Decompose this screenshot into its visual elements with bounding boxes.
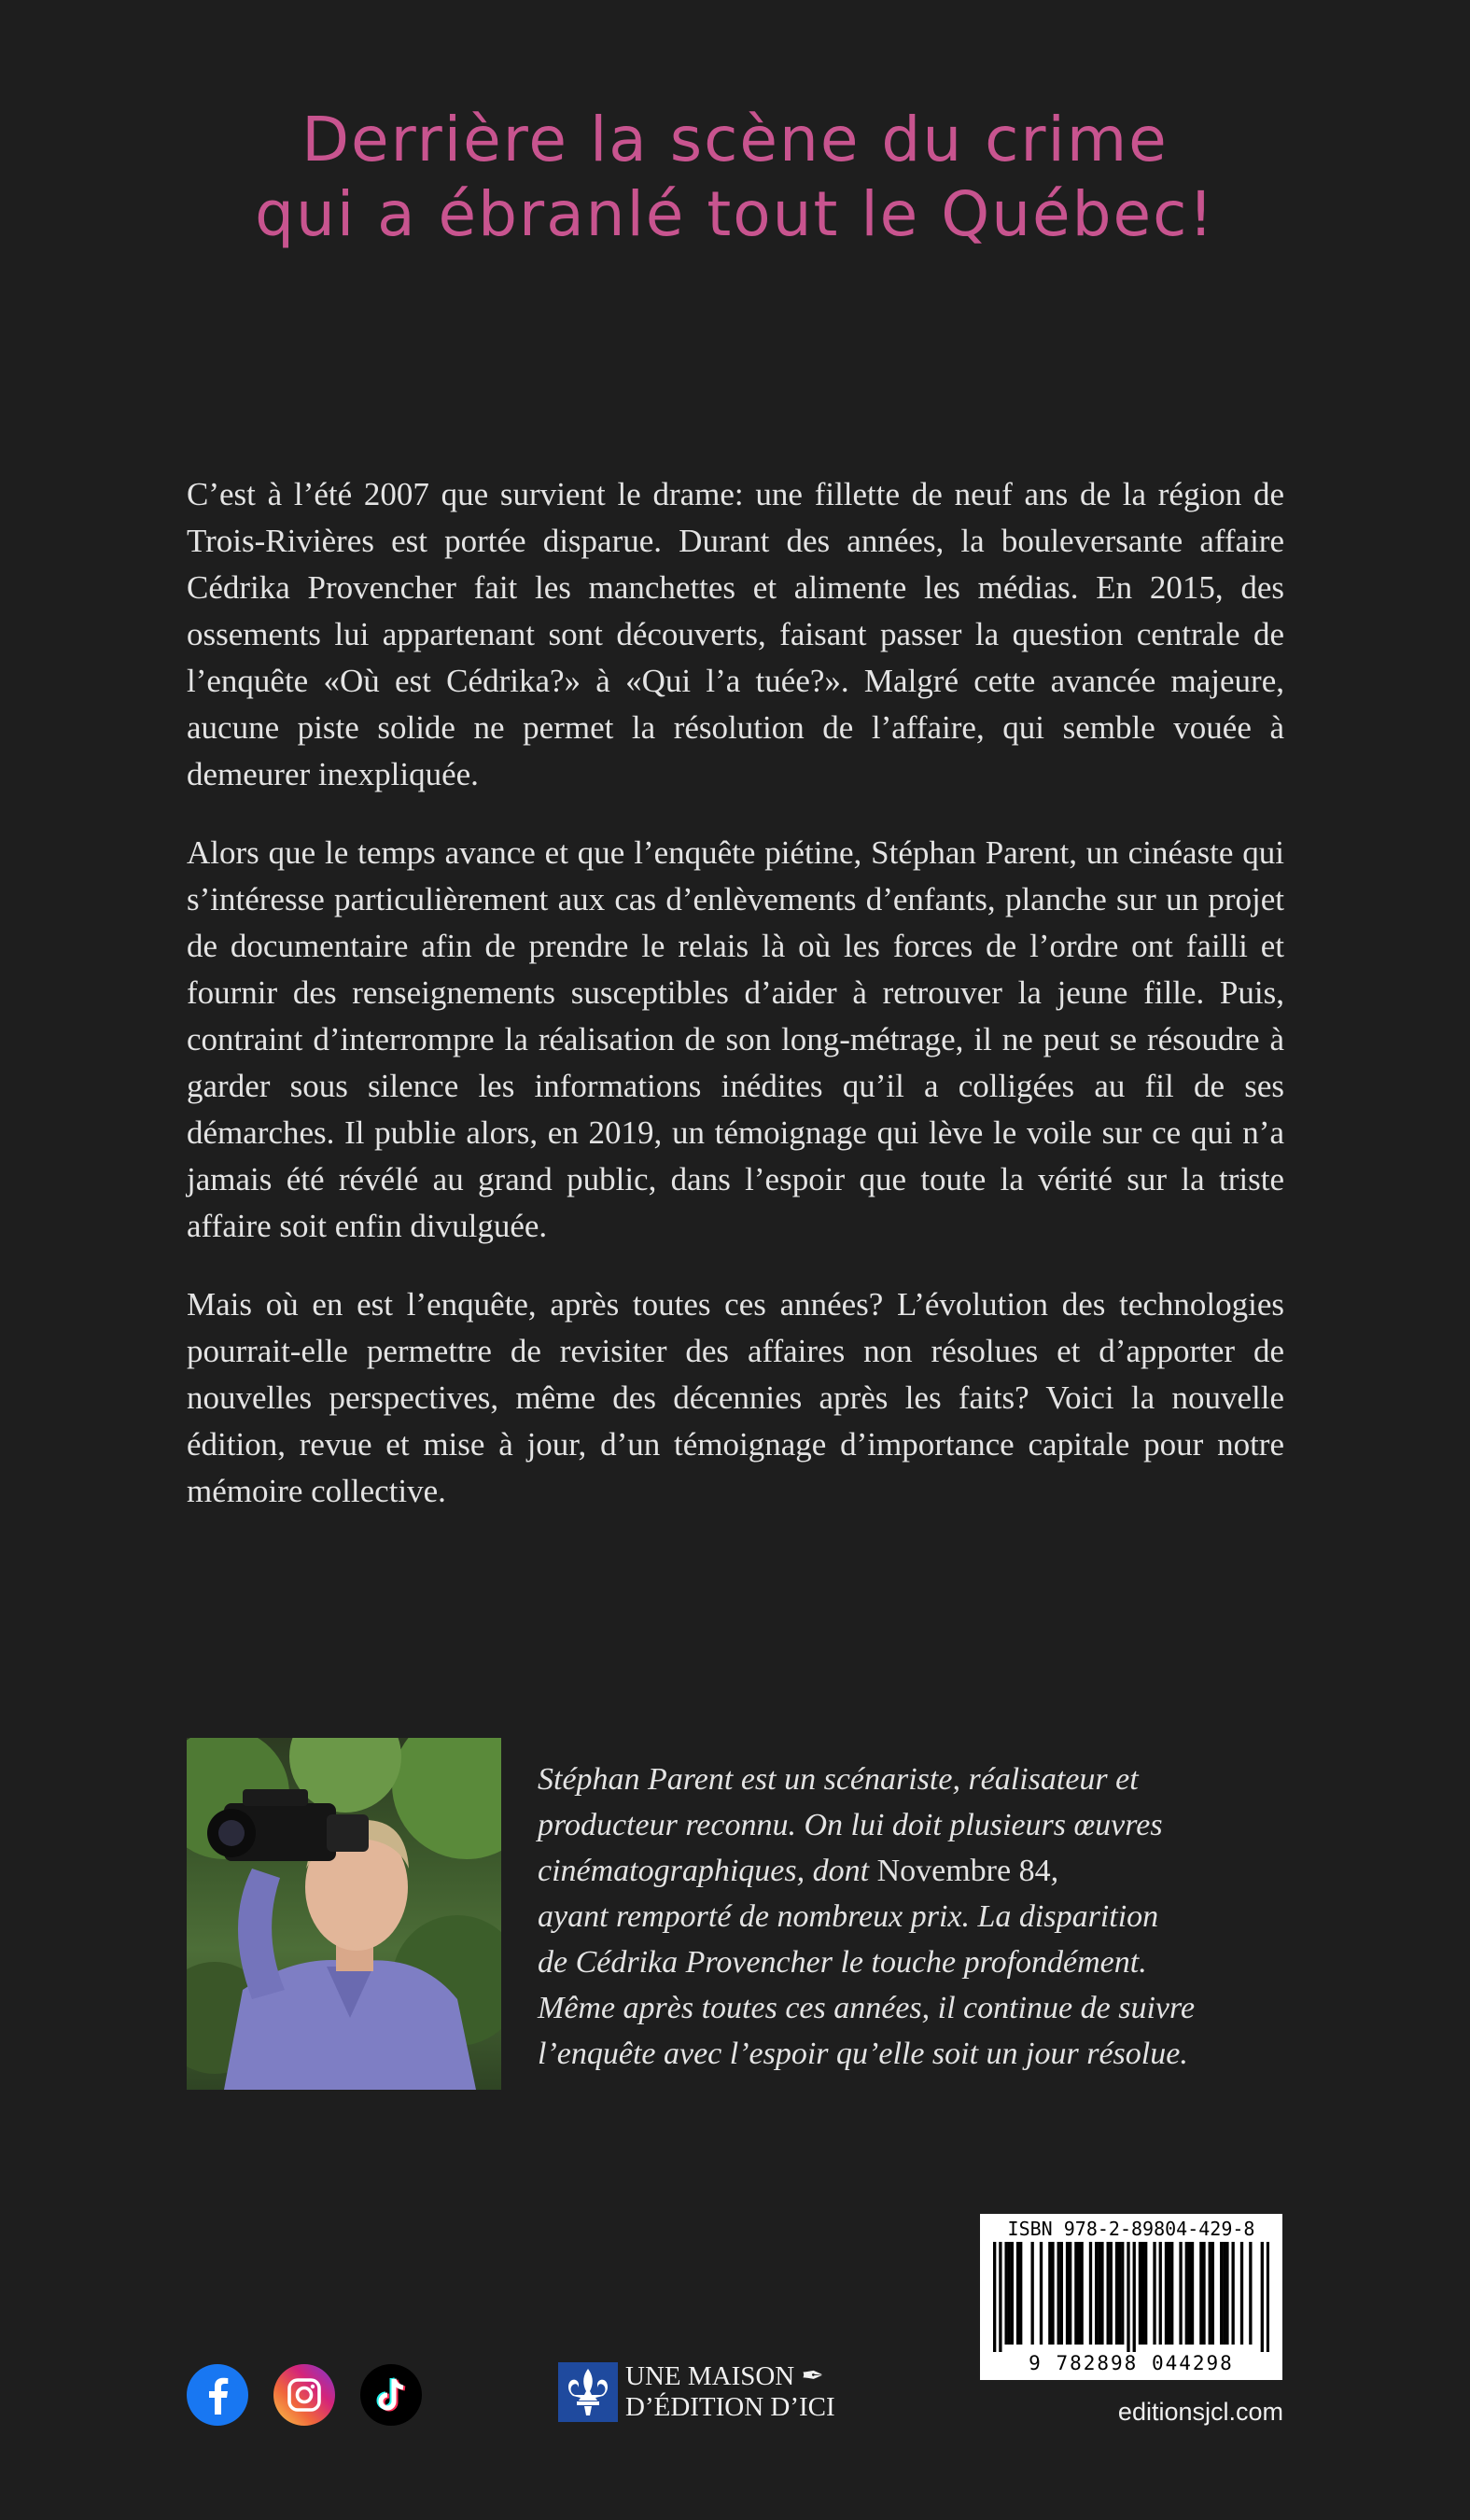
tagline-line-2: qui a ébranlé tout le Québec!: [255, 178, 1215, 250]
barcode-bar: [1115, 2242, 1118, 2345]
bio-line-3-pre: cinématographiques, dont: [538, 1854, 877, 1888]
barcode-bar: [1153, 2242, 1155, 2345]
barcode-bars: [993, 2242, 1269, 2352]
barcode-bar: [1004, 2242, 1007, 2345]
barcode-bar: [1159, 2242, 1162, 2345]
barcode-bar: [1220, 2242, 1223, 2345]
bio-line-3: [538, 1848, 1312, 1894]
barcode-bar: [1240, 2242, 1243, 2345]
barcode-bar: [1179, 2242, 1182, 2345]
barcode-bar: [999, 2242, 1001, 2352]
fleur-de-lis-icon: [558, 2362, 618, 2422]
barcode-bar: [1188, 2242, 1191, 2345]
quill-icon: ✒: [801, 2361, 824, 2391]
barcode-bar: [1110, 2242, 1113, 2345]
barcode-bar: [1074, 2242, 1077, 2345]
synopsis-paragraph-3: Mais où en est l’enquête, après toutes ces années? L’évolution des technologies pourrait-elle permettre de revisiter des affaires non résolues et d’apporter de nouvelles perspectives, même des décennies après les faits? Voici la nouvelle édition, revue et mise à jour, d’un témoignage d’importance capitale pour notre mémoire collective.: [187, 1286, 1284, 1509]
social-links: [187, 2364, 422, 2426]
barcode-bar: [1080, 2242, 1083, 2345]
barcode-bar: [1191, 2242, 1194, 2345]
barcode-bar: [1089, 2242, 1092, 2345]
barcode-bar: [1141, 2242, 1144, 2345]
barcode-bar: [1051, 2242, 1054, 2345]
barcode-bar: [1040, 2242, 1043, 2345]
barcode-bar: [1060, 2242, 1063, 2345]
barcode-bar: [1100, 2242, 1103, 2345]
author-bio: [538, 1757, 1312, 2077]
barcode-bar: [1011, 2242, 1014, 2345]
isbn-digits: 9 782898 044298: [1029, 2352, 1234, 2374]
barcode-bar: [1225, 2242, 1228, 2345]
bio-line-4: ayant remporté de nombreux prix. La disparition: [538, 1899, 1159, 1934]
barcode-bar: [1211, 2242, 1214, 2345]
barcode-bar: [993, 2242, 996, 2352]
barcode-bar: [1168, 2242, 1170, 2345]
barcode-bar: [1118, 2242, 1121, 2345]
synopsis-paragraph-2: Alors que le temps avance et que l’enquête piétine, Stéphan Parent, un cinéaste qui s’intéresse particulièrement aux cas d’enlèvements d’enfants, planche sur un projet de documentaire afin de prendre le relais là où les forces de l’ordre ont failli et fournir des renseignements susceptibles d’aider à retrouver la jeune fille. Puis, contraint d’interrompre la réalisation de son long-métrage, il ne peut se résoudre à garder sous silence les informations inédites qu’il a colligées au fil de ses démarches. Il publie alors, en 2019, un témoignage qui lève le voile sur ce qui n’a jamais été révélé au grand public, dans l’espoir que toute la vérité sur la triste affaire soit enfin divulguée.: [187, 834, 1284, 1244]
barcode-bar: [1107, 2242, 1110, 2345]
barcode-bar: [1209, 2242, 1211, 2345]
isbn-label: ISBN 978-2-89804-429-8: [1007, 2218, 1255, 2240]
publisher-line-1: UNE MAISON ✒: [625, 2361, 824, 2391]
bio-line-7: l’enquête avec l’espoir qu’elle soit un jour résolue.: [538, 2037, 1188, 2071]
publisher-text: [625, 2361, 835, 2423]
barcode-bar: [1048, 2242, 1051, 2345]
barcode-bar: [1202, 2242, 1205, 2345]
barcode-bar: [1165, 2242, 1168, 2345]
bio-line-3-post: ,: [1050, 1854, 1059, 1888]
barcode-bar: [1057, 2242, 1060, 2345]
barcode-bar: [1031, 2242, 1034, 2345]
barcode-bar: [1261, 2242, 1264, 2352]
barcode-bar: [1199, 2242, 1202, 2345]
barcode-bar: [1139, 2242, 1141, 2345]
barcode-bar: [1098, 2242, 1100, 2345]
author-photo: [187, 1738, 501, 2090]
barcode-bar: [1066, 2242, 1069, 2345]
instagram-icon[interactable]: [273, 2364, 335, 2426]
publisher-website-link[interactable]: editionsjcl.com: [1117, 2398, 1283, 2426]
barcode-bar: [1133, 2242, 1136, 2352]
tiktok-icon[interactable]: [360, 2364, 422, 2426]
isbn-barcode: [980, 2214, 1282, 2380]
synopsis-paragraph-1: C’est à l’été 2007 que survient le drame: une fillette de neuf ans de la région de Trois-Rivières est portée disparue. Durant des années, la bouleversante affaire Cédrika Provencher fait les manchettes et alimente les médias. En 2015, des ossements lui appartenant sont découverts, faisant passer la question centrale de l’enquête «Où est Cédrika?» à «Qui l’a tuée?». Malgré cette avancée majeure, aucune piste solide ne permet la résolution de l’affaire, qui semble vouée à demeurer inexpliquée.: [187, 476, 1284, 792]
barcode-bar: [1185, 2242, 1188, 2345]
tagline-line-1: Derrière la scène du crime: [301, 104, 1169, 175]
barcode-bar: [1016, 2242, 1019, 2345]
barcode-bar: [1231, 2242, 1234, 2345]
facebook-icon[interactable]: [187, 2364, 248, 2426]
synopsis: [187, 471, 1284, 1547]
barcode-bar: [1249, 2242, 1252, 2345]
barcode-bar: [1127, 2242, 1129, 2352]
bio-line-6: Même après toutes ces années, il continue de suivre: [538, 1991, 1196, 2025]
barcode-bar: [1069, 2242, 1071, 2345]
publisher-logo: [558, 2361, 835, 2423]
barcode-bar: [1267, 2242, 1269, 2352]
barcode-bar: [1095, 2242, 1098, 2345]
barcode-bar: [1144, 2242, 1147, 2345]
barcode-bar: [1121, 2242, 1124, 2345]
film-title: Novembre 84: [876, 1854, 1051, 1888]
barcode-bar: [1077, 2242, 1080, 2345]
publisher-line-2: D’ÉDITION D’ICI: [625, 2392, 835, 2422]
cover-tagline: [0, 103, 1470, 252]
barcode-bar: [1170, 2242, 1173, 2345]
barcode-bar: [1019, 2242, 1022, 2345]
bio-line-2: producteur reconnu. On lui doit plusieurs œuvres: [538, 1808, 1163, 1842]
bio-line-5: de Cédrika Provencher le touche profondément.: [538, 1945, 1147, 1980]
barcode-bar: [1223, 2242, 1225, 2345]
bio-line-1: Stéphan Parent est un scénariste, réalisateur et: [538, 1762, 1139, 1797]
barcode-bar: [1008, 2242, 1011, 2345]
